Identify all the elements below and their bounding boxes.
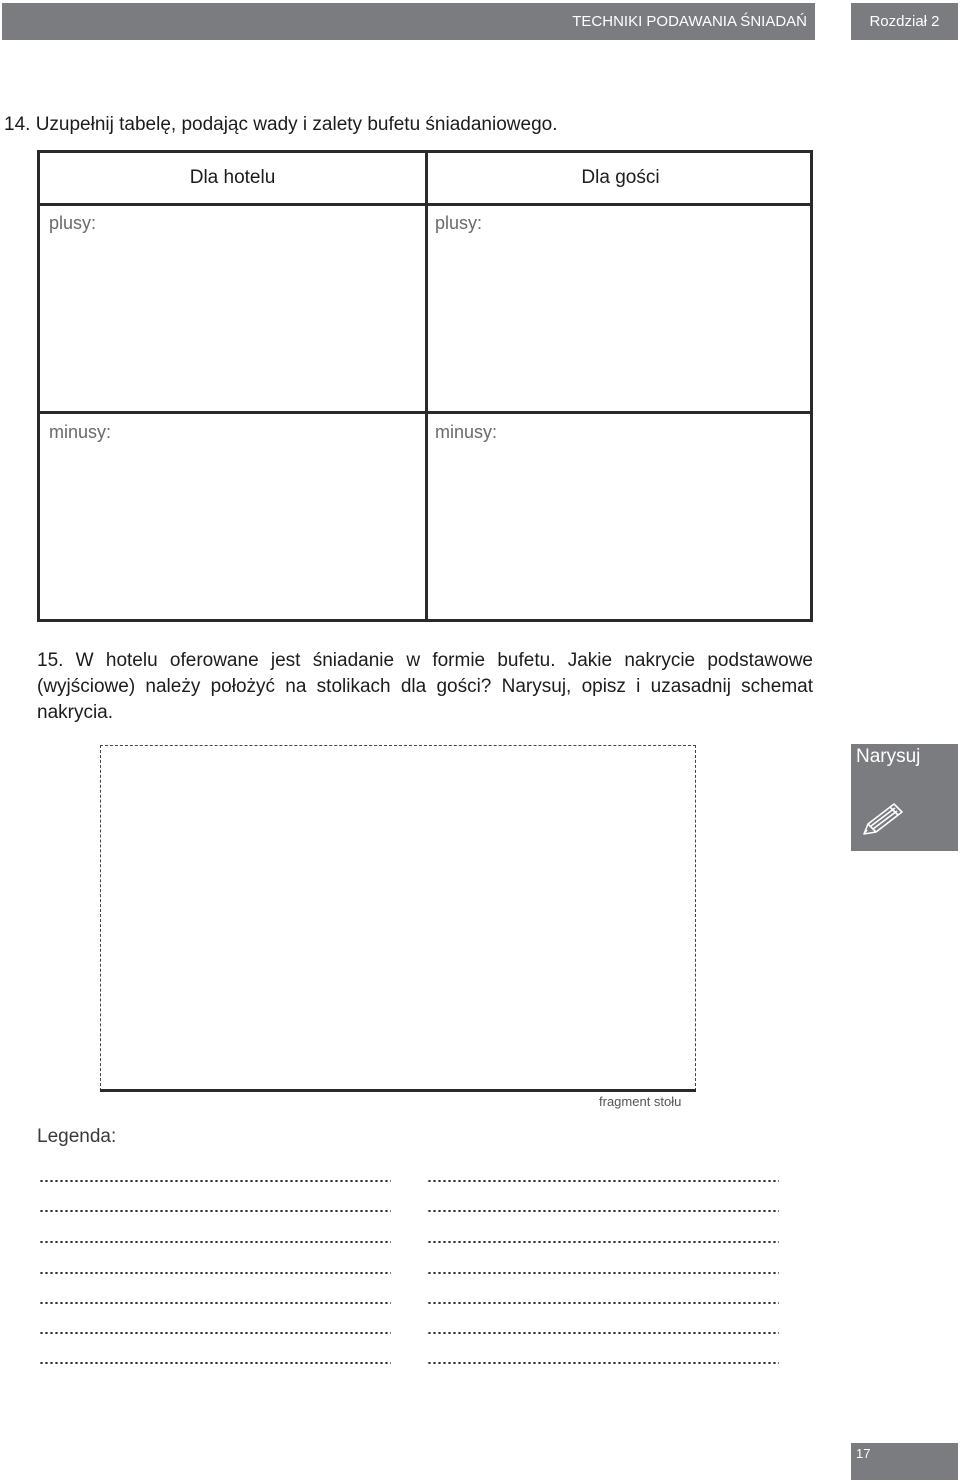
answer-line[interactable] (39, 1332, 391, 1334)
answer-line[interactable] (39, 1272, 391, 1274)
answer-line[interactable] (427, 1272, 779, 1274)
question-15: 15. W hotelu oferowane jest śniadanie w formie bufetu. Jakie nakrycie podstawowe (wyjściowe) należy położyć na stolikach dla gości? Narysuj, opisz i uzasadnij schemat nakrycia. (37, 650, 813, 723)
guests-minus-label: minusy: (435, 422, 498, 442)
draw-tab-label: Narysuj (856, 746, 921, 767)
answer-line[interactable] (39, 1241, 391, 1243)
pencil-icon (862, 802, 906, 836)
drawing-caption: fragment stołu (599, 1094, 682, 1109)
table-divider-header (40, 203, 810, 206)
pros-cons-table (37, 150, 813, 622)
answer-line[interactable] (427, 1302, 779, 1304)
table-edge-line (100, 1089, 696, 1092)
answer-line[interactable] (39, 1362, 391, 1364)
answer-line[interactable] (39, 1180, 391, 1182)
answer-line[interactable] (427, 1241, 779, 1243)
column-header-hotel: Dla hotelu (189, 167, 276, 188)
answer-line[interactable] (39, 1302, 391, 1304)
hotel-minus-label: minusy: (49, 422, 112, 442)
question-14: 14. Uzupełnij tabelę, podając wady i zalety bufetu śniadaniowego. (4, 114, 558, 135)
answer-line[interactable] (427, 1210, 779, 1212)
answer-line[interactable] (427, 1332, 779, 1334)
header-title: TECHNIKI PODAWANIA ŚNIADAŃ (572, 13, 807, 30)
header-bar (2, 3, 815, 40)
chapter-badge (851, 3, 958, 40)
guests-plus-label: plusy: (435, 213, 483, 233)
column-header-guests: Dla gości (581, 167, 660, 188)
page-number: 17 (851, 1443, 958, 1480)
drawing-area[interactable] (100, 745, 696, 1091)
table-divider-vertical (425, 153, 428, 619)
answer-line[interactable] (427, 1362, 779, 1364)
hotel-plus-label: plusy: (49, 213, 97, 233)
table-divider-middle (40, 411, 810, 414)
chapter-label: Rozdział 2 (869, 13, 940, 30)
answer-line[interactable] (39, 1210, 391, 1212)
draw-side-tab (851, 744, 958, 851)
legend-label: Legenda: (37, 1126, 117, 1147)
answer-line[interactable] (427, 1180, 779, 1182)
